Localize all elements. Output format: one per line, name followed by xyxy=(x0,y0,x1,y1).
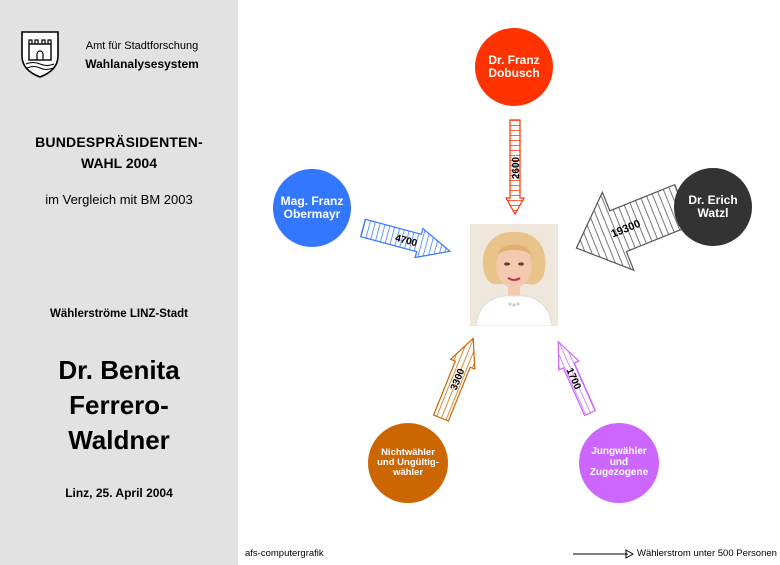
flow-value-obermayr: 4700 xyxy=(393,232,419,250)
flow-arrow-obermayr xyxy=(359,214,454,266)
candidate-name-line1: Dr. Benita xyxy=(58,355,180,385)
node-jungwaehler-line2: und xyxy=(609,456,629,468)
legend-arrow-icon xyxy=(572,548,634,560)
flow-value-dobusch: 2600 xyxy=(511,156,522,180)
node-dobusch-line1: Dr. Franz xyxy=(488,53,540,68)
voter-flow-diagram xyxy=(238,0,780,565)
node-dobusch-line2: Dobusch xyxy=(488,66,540,80)
node-obermayr-line1: Mag. Franz xyxy=(280,194,344,209)
node-watzl-line1: Dr. Erich xyxy=(688,193,738,208)
node-watzl-line2: Watzl xyxy=(697,206,729,220)
candidate-name xyxy=(0,353,238,458)
city-crest-icon xyxy=(20,30,60,78)
node-obermayr xyxy=(273,169,351,247)
candidate-name-line3: Waldner xyxy=(68,425,170,455)
flow-value-watzl: 19300 xyxy=(609,217,643,241)
node-jungwaehler-line1: Jungwähler xyxy=(591,446,647,458)
sidebar xyxy=(0,0,238,565)
election-title-line2: WAHL 2004 xyxy=(81,155,157,171)
flow-value-jungwaehler: 1700 xyxy=(563,366,583,392)
flow-arrow-dobusch xyxy=(506,120,524,214)
stream-subtitle: Wählerströme LINZ-Stadt xyxy=(49,308,188,320)
node-nichtwaehler-line3: wähler xyxy=(392,466,424,478)
election-title-line1: BUNDESPRÄSIDENTEN- xyxy=(35,134,203,150)
flow-arrow-jungwaehler xyxy=(548,337,600,417)
portrait-image xyxy=(470,224,558,326)
date-line: Linz, 25. April 2004 xyxy=(65,486,173,500)
node-jungwaehler-line3: Zugezogene xyxy=(589,467,649,479)
footer-legend: Wählerstrom unter 500 Personen xyxy=(637,548,777,559)
node-nichtwaehler-line2: und Ungültig- xyxy=(377,457,439,469)
flow-arrow-watzl xyxy=(561,166,699,287)
flow-value-nichtwaehler: 3300 xyxy=(448,367,468,392)
node-nichtwaehler xyxy=(368,423,448,503)
node-obermayr-line2: Obermayr xyxy=(283,207,341,221)
flow-arrow-nichtwaehler xyxy=(429,333,485,422)
node-watzl xyxy=(674,168,752,246)
comparison-note: im Vergleich mit BM 2003 xyxy=(45,192,193,207)
candidate-name-line2: Ferrero- xyxy=(69,390,169,420)
node-nichtwaehler-line1: Nichtwähler xyxy=(381,447,435,459)
candidate-portrait xyxy=(470,224,558,326)
node-dobusch xyxy=(475,28,553,106)
node-jungwaehler xyxy=(579,423,659,503)
org-name: Amt für Stadtforschung xyxy=(85,40,199,52)
system-name: Wahlanalysesystem xyxy=(85,57,199,71)
footer-credit: afs-computergrafik xyxy=(245,548,324,559)
